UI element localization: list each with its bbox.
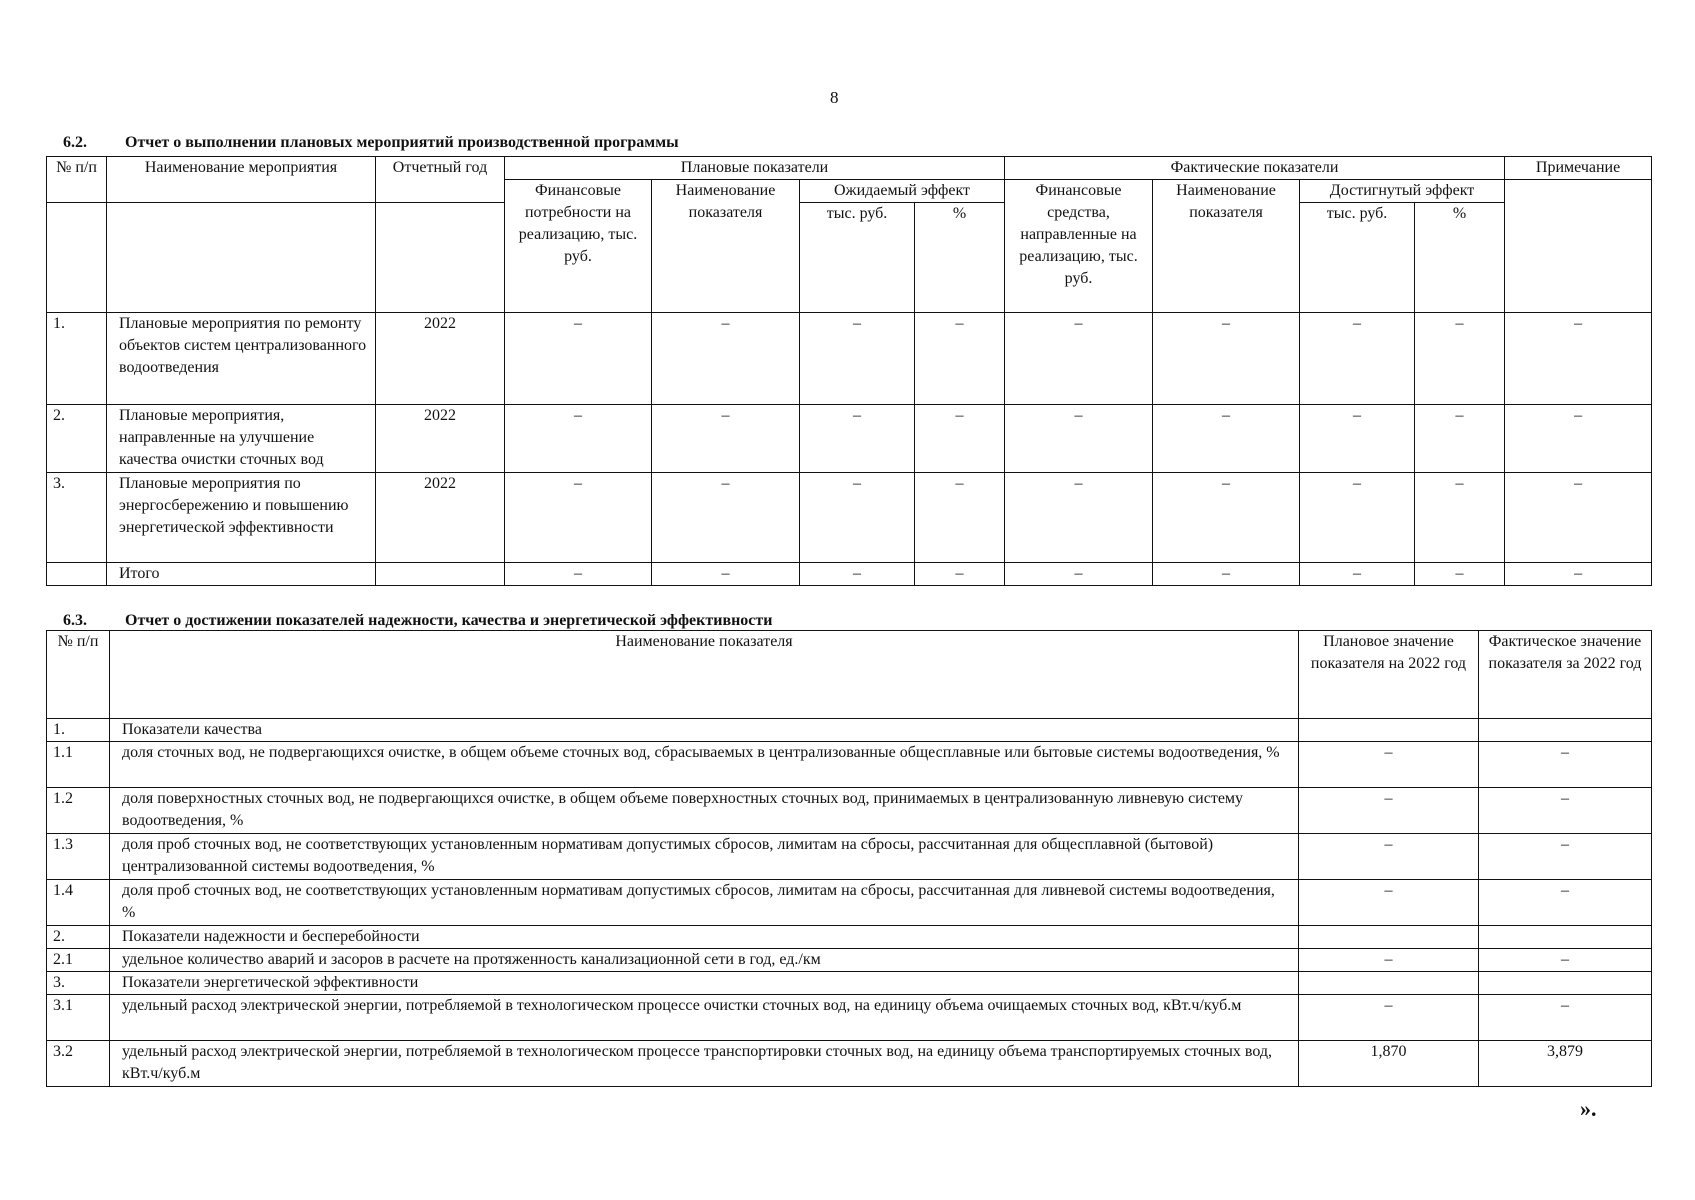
- row-year: 2022: [376, 313, 505, 405]
- table-row: [47, 719, 1652, 742]
- header-name-cont: [107, 203, 376, 313]
- header-planned-indicators: Плановые показатели: [505, 157, 1005, 180]
- header-planned-value: Плановое значение показателя на 2022 год: [1299, 631, 1479, 719]
- row-fact: –: [1479, 949, 1652, 972]
- row-value: –: [800, 473, 915, 563]
- row-plan: [1299, 719, 1479, 742]
- header-achieved-effect: Достигнутый эффект: [1300, 180, 1505, 203]
- total-value: –: [505, 563, 652, 586]
- table-row: [47, 880, 1652, 926]
- row-note: –: [1505, 473, 1652, 563]
- table-row: [47, 313, 1652, 405]
- row-indicator-name: удельное количество аварий и засоров в расчете на протяженность канализационной сети в год, ед./км: [110, 949, 1299, 972]
- row-year: 2022: [376, 473, 505, 563]
- row-indicator-name: доля проб сточных вод, не соответствующих установленным нормативам допустимых сбросов, лимитам на сбросы, рассчитанная для общесплавной (бытовой) централизованной системы водоотведения, %: [110, 834, 1299, 880]
- row-value: –: [915, 405, 1005, 473]
- section-6-3-heading: [63, 612, 772, 630]
- row-value: –: [505, 473, 652, 563]
- row-value: –: [1415, 313, 1505, 405]
- table-row: [47, 405, 1652, 473]
- total-row: [47, 563, 1652, 586]
- row-indicator-name: доля проб сточных вод, не соответствующих установленным нормативам допустимых сбросов, лимитам на сбросы, рассчитанная для ливневой системы водоотведения, %: [110, 880, 1299, 926]
- row-num: 1.2: [47, 788, 110, 834]
- row-value: –: [652, 313, 800, 405]
- section-number: 6.3.: [63, 612, 87, 629]
- row-value: –: [800, 313, 915, 405]
- section-number: 6.2.: [63, 134, 87, 151]
- row-value: –: [1153, 313, 1300, 405]
- total-label: Итого: [107, 563, 376, 586]
- row-num: 1.: [47, 313, 107, 405]
- row-note: –: [1505, 313, 1652, 405]
- row-fact: –: [1479, 834, 1652, 880]
- row-num: 1.4: [47, 880, 110, 926]
- row-activity-name: Плановые мероприятия по энергосбережению и повышению энергетической эффективности: [107, 473, 376, 563]
- table-row: [47, 742, 1652, 788]
- row-num: 1.3: [47, 834, 110, 880]
- row-num: 2.: [47, 405, 107, 473]
- table-row: [47, 473, 1652, 563]
- total-value: –: [1415, 563, 1505, 586]
- row-num: 1.: [47, 719, 110, 742]
- row-value: –: [652, 405, 800, 473]
- row-plan: [1299, 926, 1479, 949]
- header-actual-value: Фактическое значение показателя за 2022 год: [1479, 631, 1652, 719]
- table-row: [47, 926, 1652, 949]
- row-indicator-name: Показатели энергетической эффективности: [110, 972, 1299, 995]
- row-value: –: [505, 313, 652, 405]
- total-value: –: [652, 563, 800, 586]
- row-fact: [1479, 972, 1652, 995]
- row-num: 2.: [47, 926, 110, 949]
- header-year-cont: [376, 203, 505, 313]
- row-value: –: [505, 405, 652, 473]
- row-plan: –: [1299, 949, 1479, 972]
- row-fact: –: [1479, 788, 1652, 834]
- row-indicator-name: Показатели надежности и бесперебойности: [110, 926, 1299, 949]
- row-indicator-name: Показатели качества: [110, 719, 1299, 742]
- header-num: № п/п: [47, 631, 110, 719]
- header-num-cont: [47, 203, 107, 313]
- table-row: [47, 972, 1652, 995]
- header-percent-plan: %: [915, 203, 1005, 313]
- row-fact: [1479, 719, 1652, 742]
- row-fact: –: [1479, 880, 1652, 926]
- header-percent-fact: %: [1415, 203, 1505, 313]
- row-value: –: [1300, 405, 1415, 473]
- header-note: Примечание: [1505, 157, 1652, 180]
- row-num: 3.: [47, 473, 107, 563]
- row-num: 3.2: [47, 1041, 110, 1087]
- row-value: –: [915, 313, 1005, 405]
- header-expected-effect: Ожидаемый эффект: [800, 180, 1005, 203]
- header-num: № п/п: [47, 157, 107, 203]
- row-num: 3.: [47, 972, 110, 995]
- row-value: –: [652, 473, 800, 563]
- header-thous-rub-fact: тыс. руб.: [1300, 203, 1415, 313]
- row-value: –: [915, 473, 1005, 563]
- header-thous-rub-plan: тыс. руб.: [800, 203, 915, 313]
- section-title: Отчет о выполнении плановых мероприятий производственной программы: [125, 134, 679, 151]
- total-note: –: [1505, 563, 1652, 586]
- row-value: –: [1153, 405, 1300, 473]
- total-value: –: [800, 563, 915, 586]
- header-actual-indicators: Фактические показатели: [1005, 157, 1505, 180]
- row-value: –: [1300, 473, 1415, 563]
- row-num: 2.1: [47, 949, 110, 972]
- header-fin-need: Финансовые потребности на реализацию, тыс. руб.: [505, 180, 652, 313]
- row-value: –: [1415, 473, 1505, 563]
- header-indicator-name-plan: Наименование показателя: [652, 180, 800, 313]
- row-value: –: [800, 405, 915, 473]
- table-row: [47, 1041, 1652, 1087]
- indicators-table: [46, 630, 1652, 1087]
- row-num: 3.1: [47, 995, 110, 1041]
- row-value: –: [1300, 313, 1415, 405]
- total-value: –: [915, 563, 1005, 586]
- row-indicator-name: удельный расход электрической энергии, потребляемой в технологическом процессе очистки сточных вод, на единицу объема очищаемых сточных вод, кВт.ч/куб.м: [110, 995, 1299, 1041]
- total-value: –: [1005, 563, 1153, 586]
- row-indicator-name: доля поверхностных сточных вод, не подвергающихся очистке, в общем объеме поверхностных сточных вод, принимаемых в централизованную ливневую систему водоотведения, %: [110, 788, 1299, 834]
- row-value: –: [1005, 405, 1153, 473]
- row-fact: [1479, 926, 1652, 949]
- table-row: [47, 834, 1652, 880]
- table-row: [47, 949, 1652, 972]
- row-value: –: [1153, 473, 1300, 563]
- planned-activities-table: [46, 156, 1652, 586]
- row-note: –: [1505, 405, 1652, 473]
- header-indicator-name: Наименование показателя: [110, 631, 1299, 719]
- page-number: 8: [830, 88, 839, 107]
- row-value: –: [1005, 473, 1153, 563]
- total-num: [47, 563, 107, 586]
- row-num: 1.1: [47, 742, 110, 788]
- header-note-empty: [1505, 180, 1652, 313]
- table-row: [47, 788, 1652, 834]
- header-report-year: Отчетный год: [376, 157, 505, 203]
- row-plan: –: [1299, 788, 1479, 834]
- total-year: [376, 563, 505, 586]
- row-fact: –: [1479, 995, 1652, 1041]
- row-fact: 3,879: [1479, 1041, 1652, 1087]
- row-year: 2022: [376, 405, 505, 473]
- total-value: –: [1300, 563, 1415, 586]
- row-plan: –: [1299, 834, 1479, 880]
- row-plan: –: [1299, 995, 1479, 1041]
- row-indicator-name: удельный расход электрической энергии, потребляемой в технологическом процессе транспортировки сточных вод, на единицу объема транспортируемых сточных вод, кВт.ч/куб.м: [110, 1041, 1299, 1087]
- header-activity-name: Наименование мероприятия: [107, 157, 376, 203]
- header-fin-directed: Финансовые средства, направленные на реализацию, тыс. руб.: [1005, 180, 1153, 313]
- row-plan: –: [1299, 880, 1479, 926]
- row-plan: [1299, 972, 1479, 995]
- row-indicator-name: доля сточных вод, не подвергающихся очистке, в общем объеме сточных вод, сбрасываемых в централизованные общесплавные или бытовые системы водоотведения, %: [110, 742, 1299, 788]
- row-activity-name: Плановые мероприятия, направленные на улучшение качества очистки сточных вод: [107, 405, 376, 473]
- row-activity-name: Плановые мероприятия по ремонту объектов систем централизованного водоотведения: [107, 313, 376, 405]
- header-indicator-name-fact: Наименование показателя: [1153, 180, 1300, 313]
- row-value: –: [1415, 405, 1505, 473]
- row-value: –: [1005, 313, 1153, 405]
- row-plan: 1,870: [1299, 1041, 1479, 1087]
- row-plan: –: [1299, 742, 1479, 788]
- total-value: –: [1153, 563, 1300, 586]
- closing-quote: ».: [1580, 1096, 1597, 1121]
- section-title: Отчет о достижении показателей надежности, качества и энергетической эффективности: [125, 612, 773, 629]
- row-fact: –: [1479, 742, 1652, 788]
- section-6-2-heading: [63, 134, 679, 152]
- table-row: [47, 995, 1652, 1041]
